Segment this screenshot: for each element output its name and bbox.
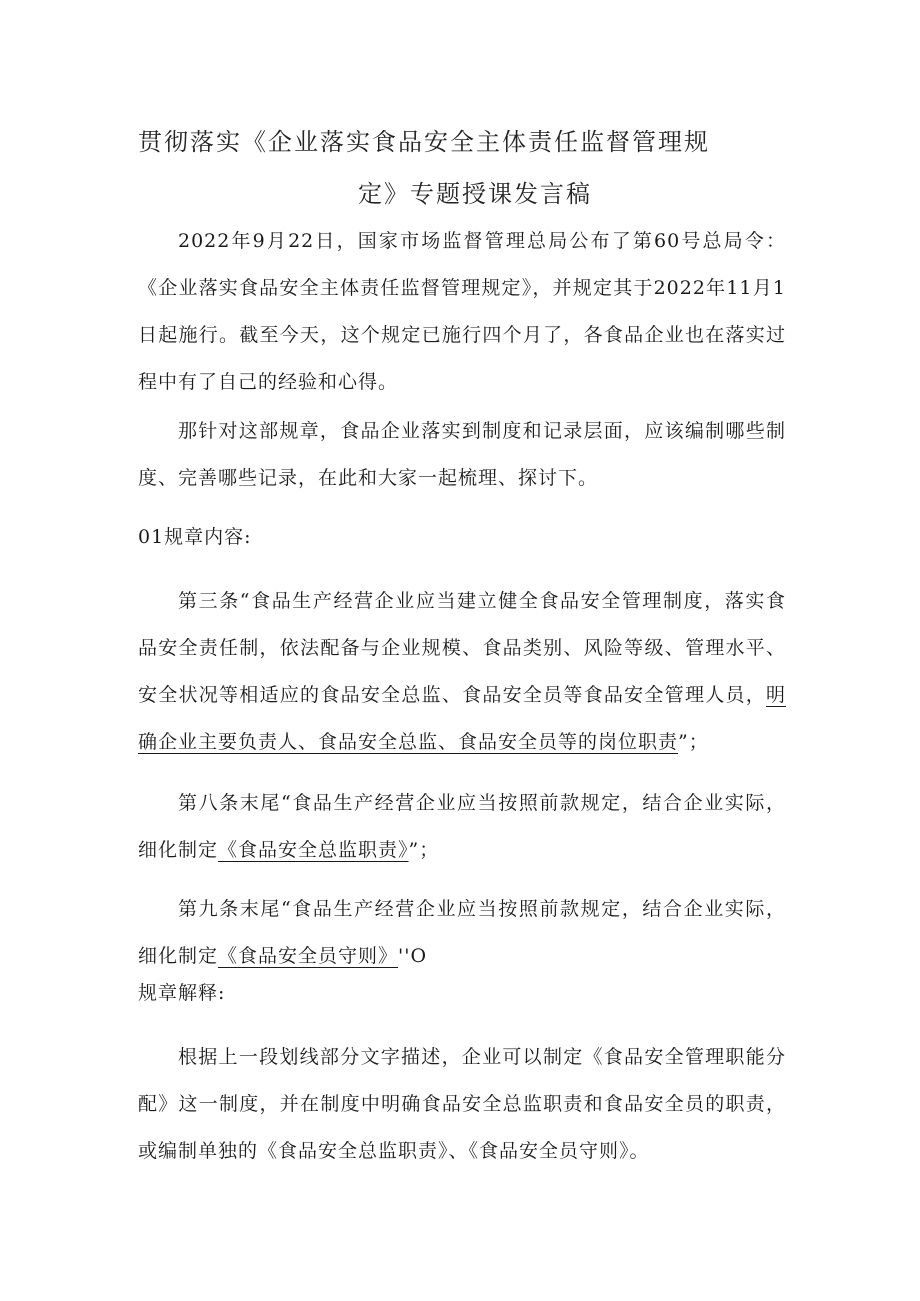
document-title-line2: 定》专题授课发言稿 (358, 180, 592, 208)
article-3-text: 第三条“食品生产经营企业应当建立健全食品安全管理制度，落实食品安全责任制，依法配备与企业规模、食品类别、风险等级、管理水平、安全状况等相适应的食品安全总监、食品安全员等食品安全管理人员， (138, 590, 786, 706)
explanation-paragraph: 根据上一段划线部分文字描述，企业可以制定《食品安全管理职能分配》这一制度，并在制度中明确食品安全总监职责和食品安全员的职责，或编制单独的《食品安全总监职责》、《食品安全员守则》。 (138, 1046, 786, 1162)
article-9-underlined-text: 《食品安全员守则》 (218, 945, 399, 967)
article-9-text: 第九条末尾“食品生产经营企业应当按照前款规定，结合企业实际，细化制定 (138, 898, 786, 967)
article-8-underlined-text: 《食品安全总监职责》 (218, 839, 409, 861)
document-title-line1: 贯彻落实《企业落实食品安全主体责任监督管理规 (138, 128, 710, 156)
article-8-text: 第八条末尾“食品生产经营企业应当按照前款规定，结合企业实际，细化制定 (138, 792, 786, 861)
article-8-paragraph (138, 780, 786, 874)
article-9-closing: ''O (398, 945, 428, 967)
article-3-paragraph (138, 578, 786, 766)
article-9-paragraph (138, 886, 786, 980)
purpose-paragraph: 那针对这部规章，食品企业落实到制度和记录层面，应该编制哪些制度、完善哪些记录，在此和大家一起梳理、探讨下。 (138, 420, 786, 489)
article-8-closing: ”； (408, 839, 440, 861)
section-heading-regulation-explanation: 规章解释: (138, 982, 226, 1004)
section-heading-regulation-content: 01规章内容: (138, 526, 252, 548)
article-3-closing: ”； (678, 731, 709, 753)
intro-paragraph: 2022年9月22日，国家市场监督管理总局公布了第60号总局令：《企业落实食品安全主体责任监督管理规定》，并规定其于2022年11月1日起施行。截至今天，这个规定已施行四个月了，各食品企业也在落实过程中有了自己的经验和心得。 (138, 230, 786, 393)
article-3-underlined-text: 明确企业主要负责人、食品安全总监、食品安全员等的岗位职责 (138, 684, 786, 753)
